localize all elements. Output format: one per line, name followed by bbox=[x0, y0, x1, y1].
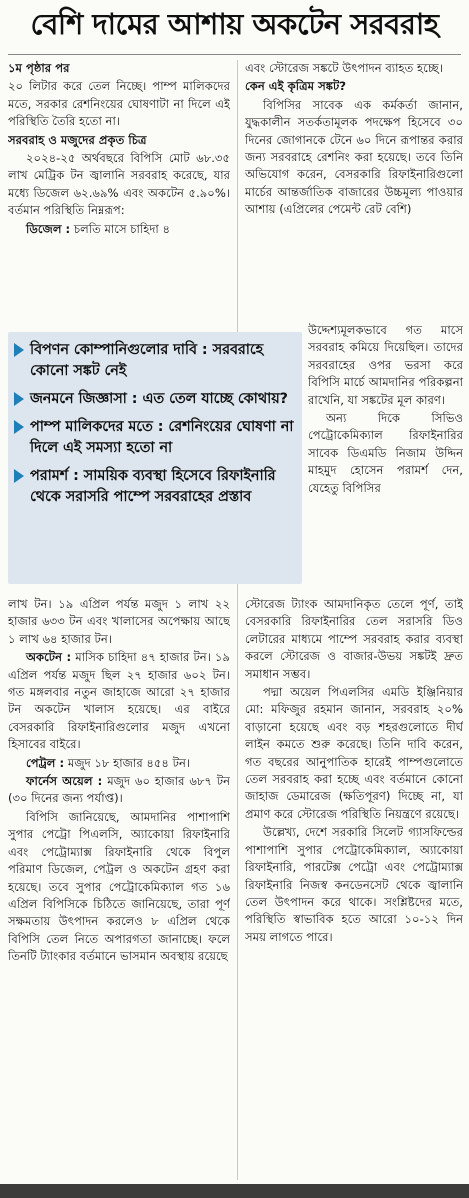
paragraph: ২০ লিটার করে তেল নিচ্ছে। পাম্প মালিকদের মতে, সরকার রেশনিংয়ের ঘোষণাটা না দিলে এই পরিস্থিতি তৈরি হতো না। bbox=[8, 79, 230, 129]
highlight-text: জনমনে জিজ্ঞাসা : এত তেল যাচ্ছে কোথায়? bbox=[30, 391, 288, 407]
paragraph: বিপিসি জানিয়েছে, আমদানির পাশাপাশি সুপার পেট্রো পিএলসি, অ্যাকোয়া রিফাইনারি এবং পেট্রোম্যাক্স রিফাইনারি থেকে বিপুল পরিমাণ ডিজেল, পেট্রল ও অকটেন গ্রহণ করা হয়েছে। তবে সুপার পেট্রোকেমিক্যাল গত ১৬ এপ্রিল বিপিসিকে চিঠিতে জানিয়েছে, তারা পূর্ণ সক্ষমতায় উৎপাদন করলেও ৮ এপ্রিল থেকে বিপিসি তেল নিতে অপারগতা জানাচ্ছে। ফলে তিনটি ট্যাংকার বর্তমানে ভাসমান অবস্থায় রয়েছে bbox=[8, 809, 230, 964]
arrow-icon bbox=[14, 392, 24, 406]
column-b bbox=[245, 60, 463, 322]
furnace-text: মজুদ ৬০ হাজার ৬৮৭ টন (৩০ দিনের জন্য পর্যাপ্ত)। bbox=[8, 774, 230, 806]
column-a bbox=[8, 60, 230, 312]
paragraph: ২০২৪-২৫ অর্থবছরে বিপিসি মোট ৬৮.৩৫ লাখ মেট্রিক টন জ্বালানি সরবরাহ করেছে, যার মধ্যে ডিজেল ৬২.৬৯% এবং অকটেন ৫.৯০%। বর্তমান পরিস্থিতি নিম্নরূপ: bbox=[8, 151, 230, 218]
petrol-label: পেট্রল : bbox=[26, 755, 65, 770]
headline-rule bbox=[8, 54, 461, 55]
column-c bbox=[8, 596, 230, 1176]
column-d bbox=[245, 596, 463, 1176]
diesel-text: চলতি মাসে চাহিদা ৪ bbox=[73, 221, 170, 236]
arrow-icon bbox=[14, 343, 24, 357]
highlight-text: পাম্প মালিকদের মতে : রেশনিংয়ের ঘোষণা না দিলে এই সমস্যা হতো না bbox=[30, 419, 294, 456]
column-b-continued bbox=[308, 322, 463, 572]
highlight-item bbox=[14, 417, 296, 459]
continued-label: ১ম পৃষ্ঠার পর bbox=[8, 61, 70, 75]
highlight-text: পরামর্শ : সাময়িক ব্যবস্থা হিসেবে রিফাইনারি থেকে সরাসরি পাম্পে সরবরাহের প্রস্তাব bbox=[30, 468, 276, 505]
paragraph: উল্লেখ্য, দেশে সরকারি সিলেট গ্যাসফিল্ডের পাশাপাশি সুপার পেট্রোকেমিক্যাল, অ্যাকোয়া রিফাইনারি, পারটেক্স পেট্রো এবং পেট্রোম্যাক্স রিফাইনারি নিজস্ব কনডেনসেট থেকে জ্বালানি তেল উৎপাদন করে থাকে। সংশ্লিষ্টদের মতে, পরিস্থিতি স্বাভাবিক হতে আরো ১০-১২ দিন সময় লাগতে পারে। bbox=[245, 825, 463, 944]
highlight-box bbox=[8, 332, 302, 584]
paragraph: অন্য দিকে সিভিও পেট্রোকেমিক্যাল রিফাইনারির সাবেক ডিএমডি নিজাম উদ্দিন মাহমুদ হোসেন পরামর্শ দেন, যেহেতু বিপিসির bbox=[308, 411, 463, 495]
paragraph: বিপিসির সাবেক এক কর্মকর্তা জানান, যুদ্ধকালীন সতর্কতামূলক পদক্ষেপ হিসেবে ৩০ দিনের জোগানকে টেনে ৬০ দিনে রূপান্তর করার জন্য সরবরাহে রেশনিং করা হয়েছে। তবে তিনি অভিযোগ করেন, বেসরকারি রিফাইনারিগুলো মার্চের আন্তর্জাতিক বাজারের উচ্চমূল্য পাওয়ার আশায় (এপ্রিলের পেমেন্ট রেট বেশি) bbox=[245, 97, 463, 217]
highlight-text: বিপণন কোম্পানিগুলোর দাবি : সরবরাহে কোনো সঙ্কট নেই bbox=[30, 342, 264, 379]
subheading: সরবরাহ ও মজুদের প্রকৃত চিত্র bbox=[8, 132, 147, 147]
subheading: কেন এই কৃত্রিম সঙ্কট? bbox=[245, 79, 347, 94]
octane-text: মাসিক চাহিদা ৪৭ হাজার টন। ১৯ এপ্রিল পর্যন্ত মজুদ ছিল ২৭ হাজার ৬০২ টন। গত মঙ্গলবার নতুন জাহাজে আরো ২৭ হাজার টন অকটেন খালাস হয়েছে। এর বাইরে বেসরকারি রিফাইনারিগুলোর মজুদ এখনো হিসাবের বাইরে। bbox=[8, 650, 230, 752]
petrol-text: মজুদ ১৮ হাজার ৪৫৪ টন। bbox=[67, 755, 191, 770]
paragraph: উদ্দেশ্যমূলকভাবে গত মাসে সরবরাহ কমিয়ে দিয়েছিল। তাদের সরবরাহের ওপর ভরসা করে বিপিসি মার্চে আমদানির পরিকল্পনা রাখেনি, যা সঙ্কটের মূল কারণ। bbox=[308, 323, 463, 407]
paragraph: পদ্মা অয়েল পিএলসির এমডি ইঞ্জিনিয়ার মো: মফিজুর রহমান জানান, সরবরাহ ২০% বাড়ানো হয়েছে এবং বড় শহরগুলোতে দীর্ঘ লাইন কমতে শুরু করেছে। তিনি দাবি করেন, গত বছরের আনুপাতিক হারেই পাম্পগুলোতে তেল সরবরাহ করা হচ্ছে এবং বর্তমানে কোনো জাহাজ ডেমারেজ (ক্ষতিপূরণ) দিচ্ছে না, যা প্রমাণ করে স্টোরেজ পরিস্থিতি নিয়ন্ত্রণে রয়েছে। bbox=[245, 685, 463, 821]
diesel-label: ডিজেল : bbox=[26, 221, 71, 236]
octane-label: অকটেন : bbox=[26, 650, 72, 665]
column-divider bbox=[237, 60, 238, 1180]
paragraph: লাখ টন। ১৯ এপ্রিল পর্যন্ত মজুদ ১ লাখ ২২ হাজার ৬৩৩ টন এবং খালাসের অপেক্ষায় আছে ১ লাখ ৬৪ হাজার টন। bbox=[8, 597, 230, 646]
paragraph: স্টোরেজ ট্যাংক আমদানিকৃত তেলে পূর্ণ, তাই বেসরকারি রিফাইনারির তেল সরাসরি ডিও লেটারের মাধ্যমে পাম্পে সরবরাহ করার ব্যবস্থা করলে স্টোরেজ ও বাজার-উভয় সঙ্কটই দ্রুত সমাধান সম্ভব। bbox=[245, 597, 463, 681]
headline: বেশি দামের আশায় অকটেন সরবরাহ bbox=[30, 6, 439, 41]
highlight-item bbox=[14, 340, 296, 382]
paragraph: এবং স্টোরেজ সঙ্কটে উৎপাদন ব্যাহত হচ্ছে। bbox=[245, 61, 443, 75]
next-headline-edge bbox=[0, 1184, 469, 1198]
arrow-icon bbox=[14, 420, 24, 434]
highlight-item bbox=[14, 466, 296, 508]
highlight-item bbox=[14, 389, 296, 410]
furnace-label: ফার্নেস অয়েল : bbox=[26, 774, 103, 789]
arrow-icon bbox=[14, 469, 24, 483]
